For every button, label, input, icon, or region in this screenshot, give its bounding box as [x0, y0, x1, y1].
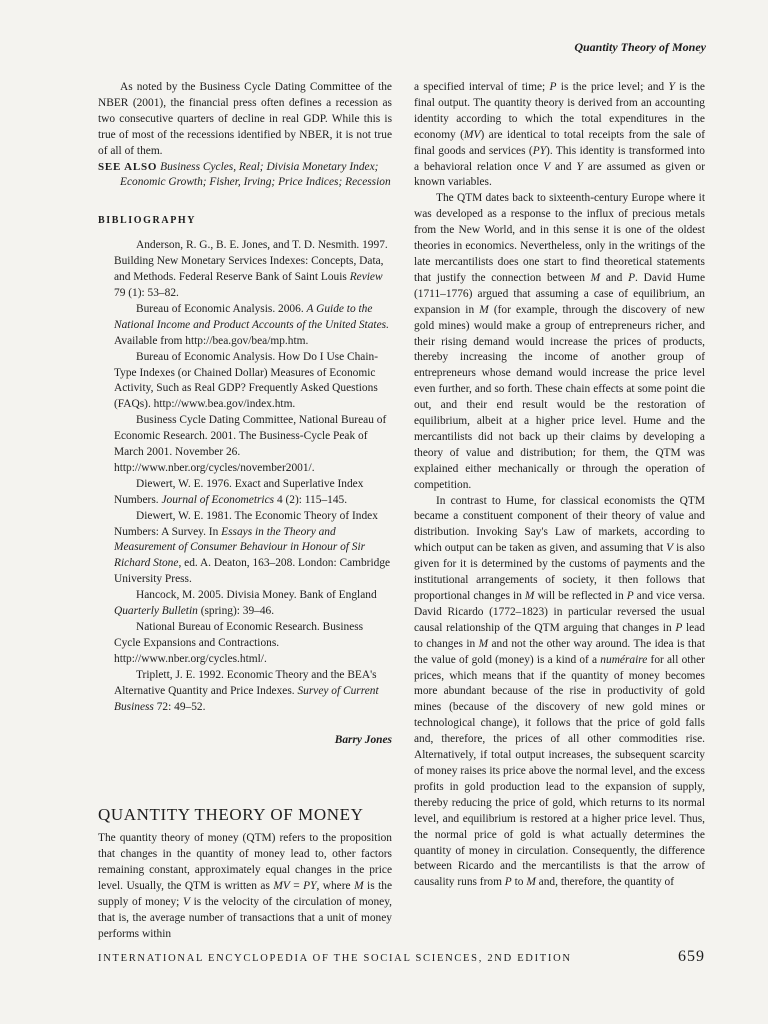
page-footer — [98, 948, 705, 966]
section-title: QUANTITY THEORY OF MONEY — [98, 805, 364, 825]
body-paragraph-3: In contrast to Hume, for classical economists the QTM became a constituent component of their theory of value and distribution. Invoking Say's Law of markets, according to which output can be taken as given, and assuming that V is also given for it is determined by the customs of payments and the institutional arrangements of society, it then follows that proportional changes in M will be reflected in P and vice versa. David Ricardo (1772–1823) in particular reversed the usual causal relationship of the QTM arguing that changes in P lead to changes in M and not the other way around. The idea is that the value of gold (money) is a kind of a numéraire for all other prices, which means that if the quantity of money becomes more abundant because of the rise in productivity of gold mines (because of the discovery of new gold mines or technological change), it follows that the price of gold falls and, therefore, the prices of all other commodities rise. Alternatively, if total output increases, the subsequent scarcity of money raises its price above the normal level, and the excess profits in gold production lead to the expansion of supply, thereby reducing the price of gold, which returns to its normal level, and equilibrium is restored at a higher price level. Thus, the normal price of gold is what actually determines the quantity of money in circulation. Consequently, the difference between Ricardo and the mercantilists is that the arrow of causality runs from P to M and, therefore, the quantity of — [414, 494, 706, 889]
bibliography-entry: Business Cycle Dating Committee, National Bureau of Economic Research. 2001. The Business-Cycle Peak of March 2001. November 26. http://www.nber.org/cycles/november2001/. — [114, 414, 387, 474]
see-also-label: SEE ALSO — [98, 160, 158, 173]
bibliography-heading: BIBLIOGRAPHY — [98, 215, 197, 227]
qtm-paragraph: The quantity theory of money (QTM) refers to the proposition that changes in the quantity of money lead to, other factors remaining constant, approximately equal changes in the price level. Usually, the QTM is written as MV = PY, where M is the supply of money; V is the velocity of the circulation of money, that is, the average number of transactions that a unit of money performs within — [98, 832, 392, 940]
publication-title: INTERNATIONAL ENCYCLOPEDIA OF THE SOCIAL SCIENCES, 2ND EDITION — [98, 953, 572, 964]
bibliography-entry: Anderson, R. G., B. E. Jones, and T. D. Nesmith. 1997. Building New Monetary Services Indexes: Concepts, Data, and Methods. Federal Reserve Bank of Saint Louis Review 79 (1): 53–82. — [114, 239, 388, 299]
page-number: 659 — [678, 948, 705, 965]
bibliography-entry: Diewert, W. E. 1976. Exact and Superlative Index Numbers. Journal of Econometrics 4 (2): 115–145. — [114, 477, 364, 506]
bibliography-entry: Bureau of Economic Analysis. 2006. A Guide to the National Income and Product Accounts of the United States. Available from http://bea.gov/bea/mp.htm. — [114, 302, 389, 347]
bibliography-entry: Bureau of Economic Analysis. How Do I Use Chain-Type Indexes (or Chained Dollar) Measures of Economic Activity, Such as Real GDP? Frequently Asked Questions (FAQs). http://www.bea.gov/index.htm. — [114, 350, 379, 411]
bibliography-entry: Hancock, M. 2005. Divisia Money. Bank of England Quarterly Bulletin (spring): 39–46. — [114, 589, 377, 618]
bibliography-entry: National Bureau of Economic Research. Business Cycle Expansions and Contractions. http://www.nber.org/cycles.html/. — [114, 621, 364, 665]
article-author: Barry Jones — [334, 734, 392, 747]
bibliography-list — [98, 238, 392, 715]
right-column — [414, 80, 705, 891]
see-also — [98, 160, 392, 192]
body-paragraph-2: The QTM dates back to sixteenth-century Europe where it was developed as a response to the influx of precious metals from the New World, and in this sense it is one of the oldest theories in economics. Nevertheless, only in the writings of the late mercantilists does one start to find theoretical statements that justify the connection between M and P. David Hume (1711–1776) argued that assuming a case of equilibrium, an expansion in M (for example, through the discovery of new gold mines) would make a group of entrepreneurs richer, and their rising demand would increase the prices of products, thereby increasing the income of another group of entrepreneurs whose demand would increase the price level even further, and so forth. These chain effects at some point die out, and their end result would be the restoration of equilibrium, albeit at a higher price level. Hume and the mercantilists did not back up their claims by developing a theory of value and distribution; for them, the QTM was explained either mechanically or through the operation of competition. — [414, 192, 705, 491]
bibliography-entry: Triplett, J. E. 1992. Economic Theory and the BEA's Alternative Quantity and Price Indexes. Survey of Current Business 72: 49–52. — [114, 668, 379, 713]
intro-paragraph: As noted by the Business Cycle Dating Committee of the NBER (2001), the financial press often defines a recession as two consecutive quarters of decline in real GDP. While this is true of most of the recessions identified by NBER, it is not true of all of them. — [98, 81, 392, 157]
body-paragraph-1: a specified interval of time; P is the price level; and Y is the final output. The quantity theory is derived from an accounting identity according to which the total expenditures in the economy (MV) are identical to total receipts from the sale of final goods and services (PY). This identity is transformed into a behavioral relation once V and Y are assumed as given or known variables. — [414, 81, 706, 189]
left-column — [98, 80, 392, 943]
see-also-references: Business Cycles, Real; Divisia Monetary Index; Economic Growth; Fisher, Irving; Price Indices; Recession — [120, 160, 391, 189]
bibliography-entry: Diewert, W. E. 1981. The Economic Theory of Index Numbers: A Survey. In Essays in the Theory and Measurement of Consumer Behaviour in Honour of Sir Richard Stone, ed. A. Deaton, 163–208. London: Cambridge University Press. — [114, 509, 391, 586]
running-head: Quantity Theory of Money — [574, 40, 706, 54]
